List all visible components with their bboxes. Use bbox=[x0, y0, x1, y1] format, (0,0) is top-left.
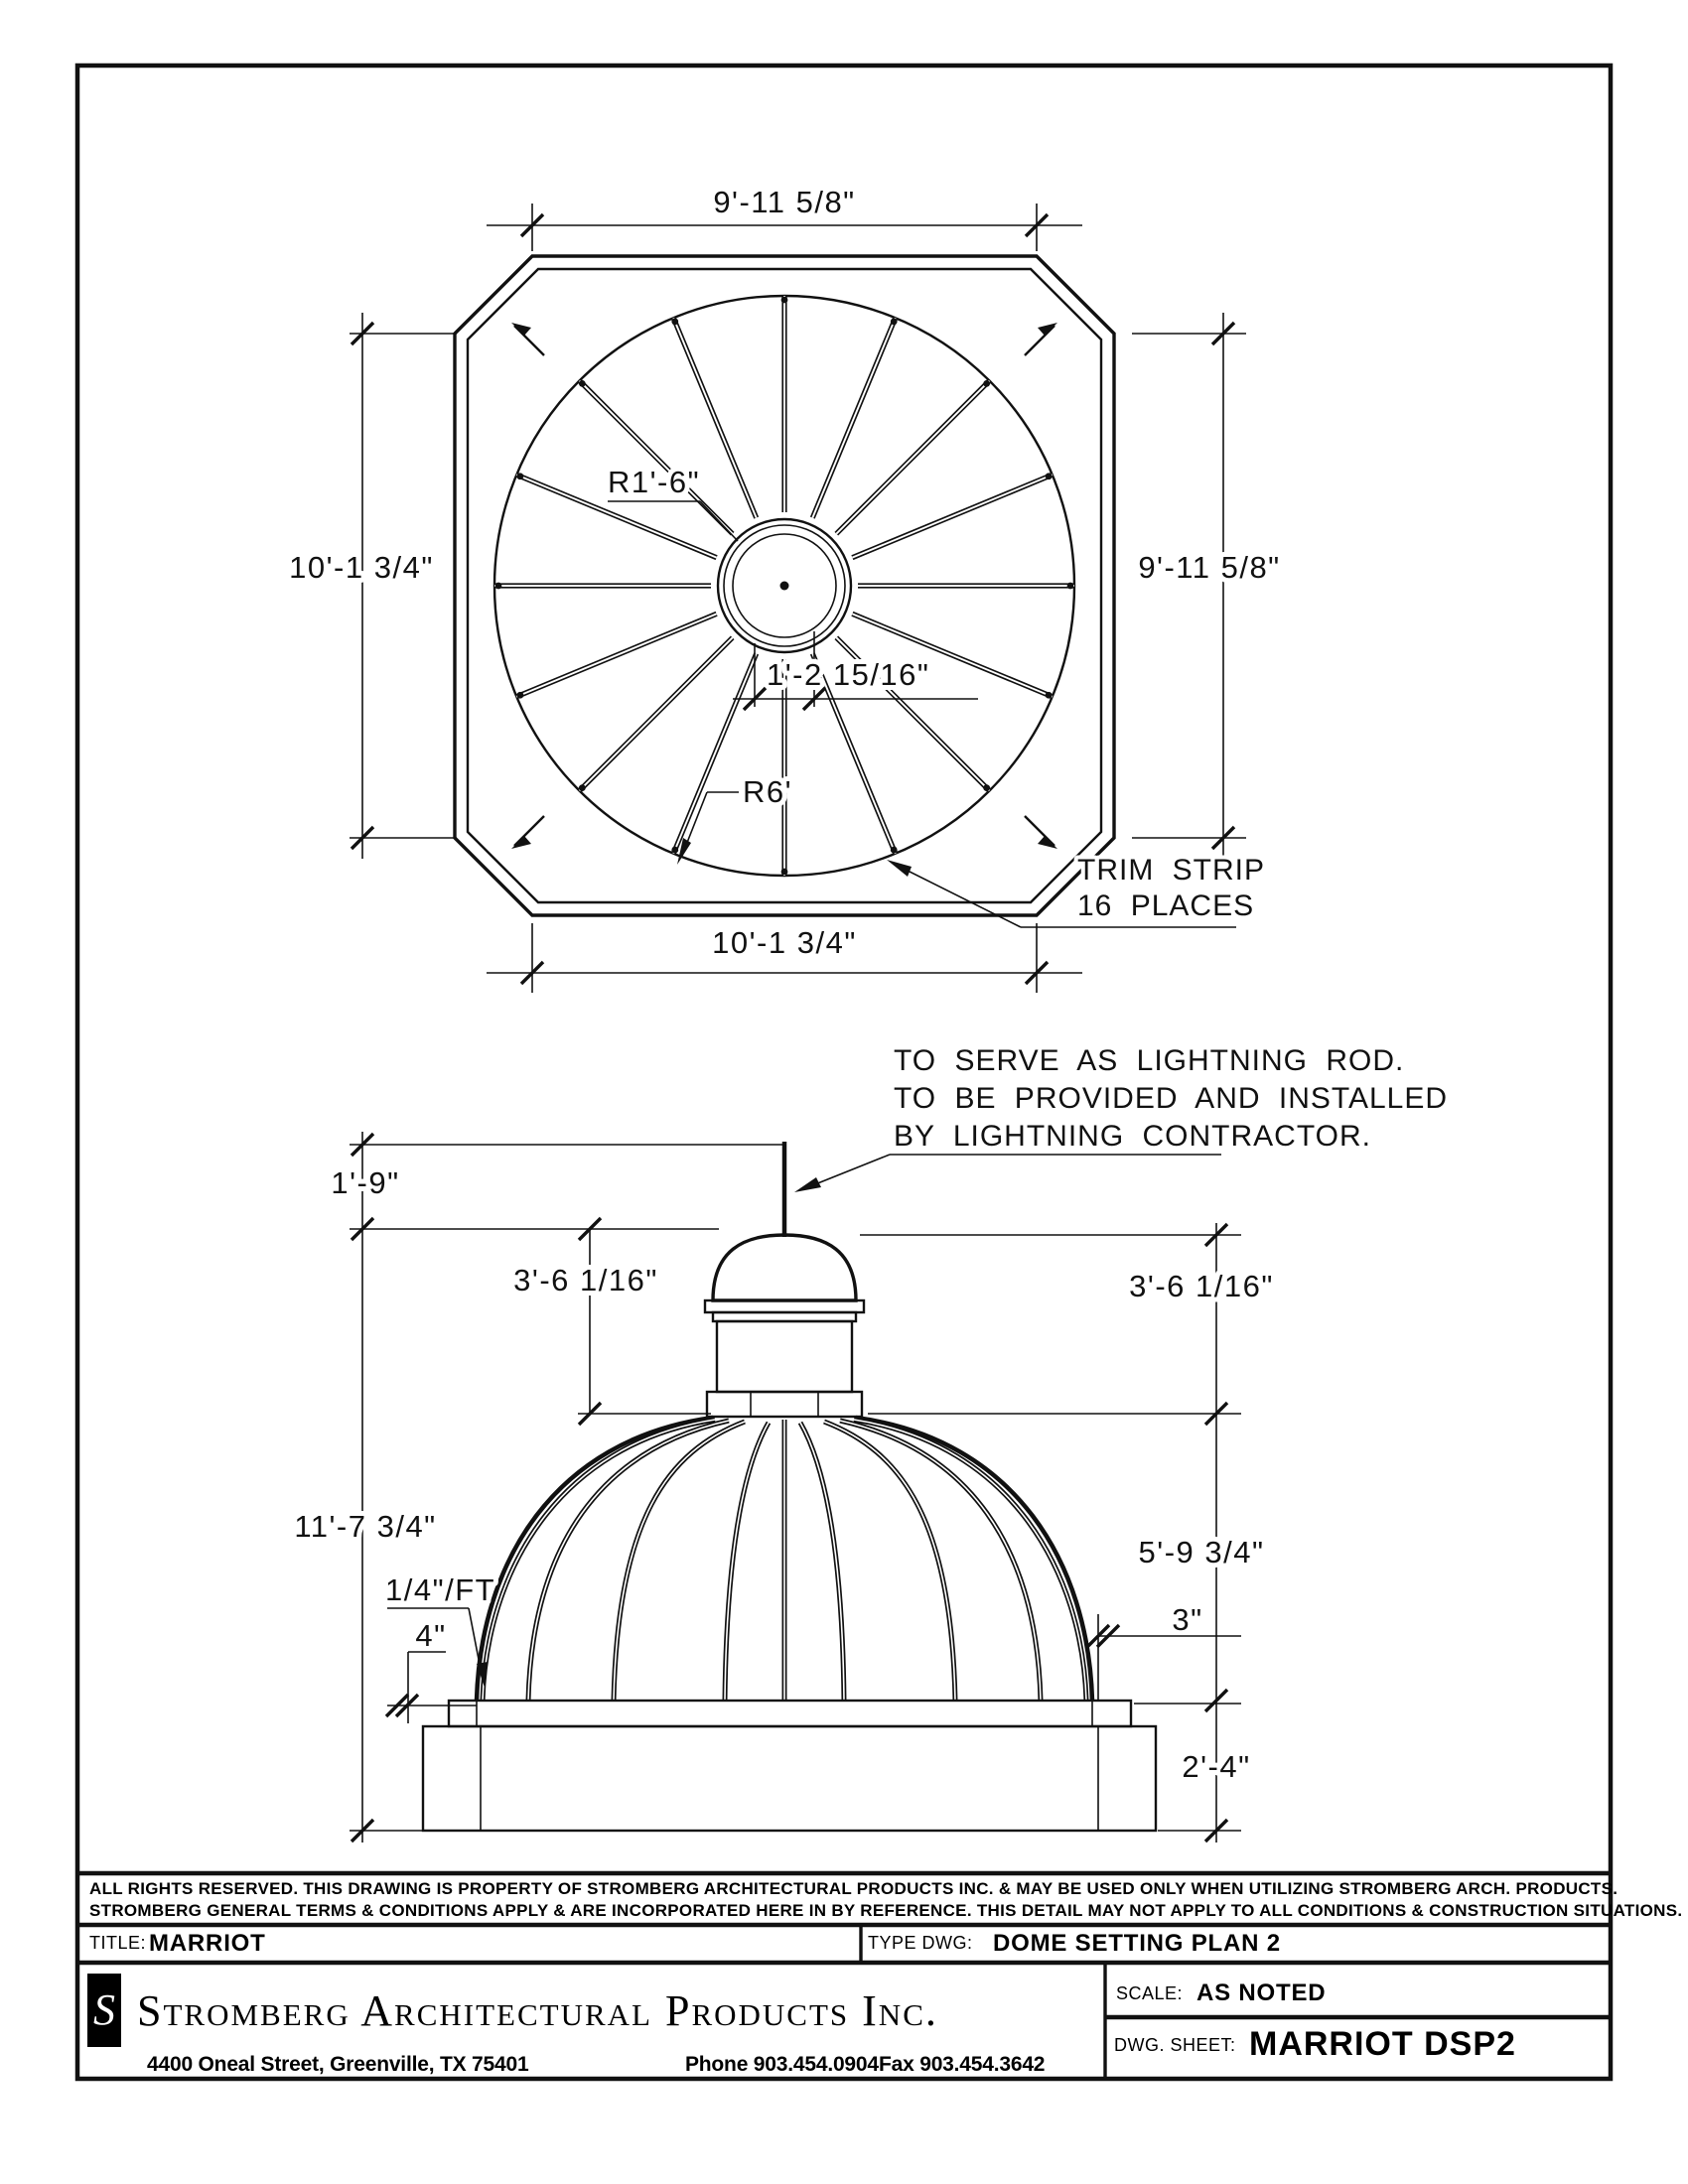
dwg-sheet-value: MARRIOT DSP2 bbox=[1249, 2025, 1516, 2063]
plan-dim-right-label: 9'-11 5/8" bbox=[1138, 550, 1281, 585]
dome-base bbox=[423, 1701, 1156, 1831]
plan-dim-top-label: 9'-11 5/8" bbox=[713, 185, 856, 219]
legal-text-line1: ALL RIGHTS RESERVED. THIS DRAWING IS PROPERTY OF STROMBERG ARCHITECTURAL PRODUCTS INC. & MAY BE USED ONLY WHEN UTILIZING STROMBERG ARCH. PRODUCTS. bbox=[89, 1879, 1618, 1898]
legal-text-line2: STROMBERG GENERAL TERMS & CONDITIONS APPLY & ARE INCORPORATED HERE IN BY REFERENCE. THIS DETAIL MAY NOT APPLY TO ALL CONDITIONS & CONSTRUCTION SITUATIONS. bbox=[89, 1901, 1683, 1920]
title-label: TITLE: bbox=[89, 1933, 147, 1953]
finial-right-label: 3'-6 1/16" bbox=[1129, 1269, 1274, 1303]
outer-radius-callout bbox=[677, 774, 792, 865]
stromberg-logo-glyph: S bbox=[93, 1985, 115, 2034]
hub-dimension-label: 1'-2 15/16" bbox=[767, 657, 930, 692]
lightning-note bbox=[794, 1044, 1448, 1192]
title-value: MARRIOT bbox=[149, 1930, 266, 1957]
plan-dim-right bbox=[1132, 313, 1281, 859]
stromberg-logo bbox=[87, 1974, 121, 2047]
company-phone: Phone 903.454.0904 bbox=[685, 2053, 879, 2076]
trim-strip-label-1: TRIM STRIP bbox=[1077, 854, 1265, 887]
finial-left-label: 3'-6 1/16" bbox=[513, 1263, 658, 1297]
hub-dimension bbox=[733, 631, 978, 707]
dome bbox=[477, 1418, 1092, 1701]
dome-height-label: 5'-9 3/4" bbox=[1138, 1535, 1265, 1570]
dwg-sheet-label: DWG. SHEET: bbox=[1114, 2035, 1236, 2055]
outer-radius-label: R6' bbox=[743, 774, 793, 809]
center-point bbox=[780, 582, 789, 591]
overall-height-label: 11'-7 3/4" bbox=[294, 1509, 437, 1544]
type-dwg-value: DOME SETTING PLAN 2 bbox=[993, 1930, 1281, 1957]
inner-radius-label: R1'-6" bbox=[608, 465, 701, 499]
lightning-note-line2: TO BE PROVIDED AND INSTALLED bbox=[894, 1082, 1449, 1115]
elev-dims-right bbox=[860, 1223, 1274, 1843]
elev-dims-left bbox=[294, 1132, 784, 1843]
overhang-label: 4" bbox=[415, 1618, 447, 1653]
plan-dim-bottom-label: 10'-1 3/4" bbox=[712, 925, 857, 960]
elevation-view bbox=[294, 1044, 1448, 1843]
trim-strip-label-2: 16 PLACES bbox=[1077, 889, 1255, 922]
rod-offset-label: 1'-9" bbox=[331, 1165, 400, 1200]
plan-dim-bottom bbox=[487, 923, 1082, 993]
lightning-note-line3: BY LIGHTNING CONTRACTOR. bbox=[894, 1120, 1371, 1153]
company-address: 4400 Oneal Street, Greenville, TX 75401 bbox=[147, 2053, 529, 2076]
company-name: Stromberg Architectural Products Inc. bbox=[137, 1986, 938, 2035]
scale-value: AS NOTED bbox=[1196, 1979, 1327, 2006]
finial bbox=[705, 1235, 864, 1417]
plan-dim-left bbox=[289, 313, 457, 859]
base-height-label: 2'-4" bbox=[1182, 1749, 1251, 1784]
slope-label: 1/4"/FT bbox=[385, 1572, 496, 1607]
trim-height-label: 3" bbox=[1172, 1602, 1203, 1637]
type-dwg-label: TYPE DWG: bbox=[868, 1933, 973, 1953]
plan-view bbox=[289, 185, 1281, 993]
inner-radius-callout bbox=[608, 465, 738, 541]
company-fax: Fax 903.454.3642 bbox=[879, 2053, 1046, 2076]
plan-dim-top bbox=[487, 185, 1082, 251]
plan-dim-left-label: 10'-1 3/4" bbox=[289, 550, 434, 585]
scale-label: SCALE: bbox=[1116, 1983, 1184, 2003]
lightning-note-line1: TO SERVE AS LIGHTNING ROD. bbox=[894, 1044, 1405, 1077]
